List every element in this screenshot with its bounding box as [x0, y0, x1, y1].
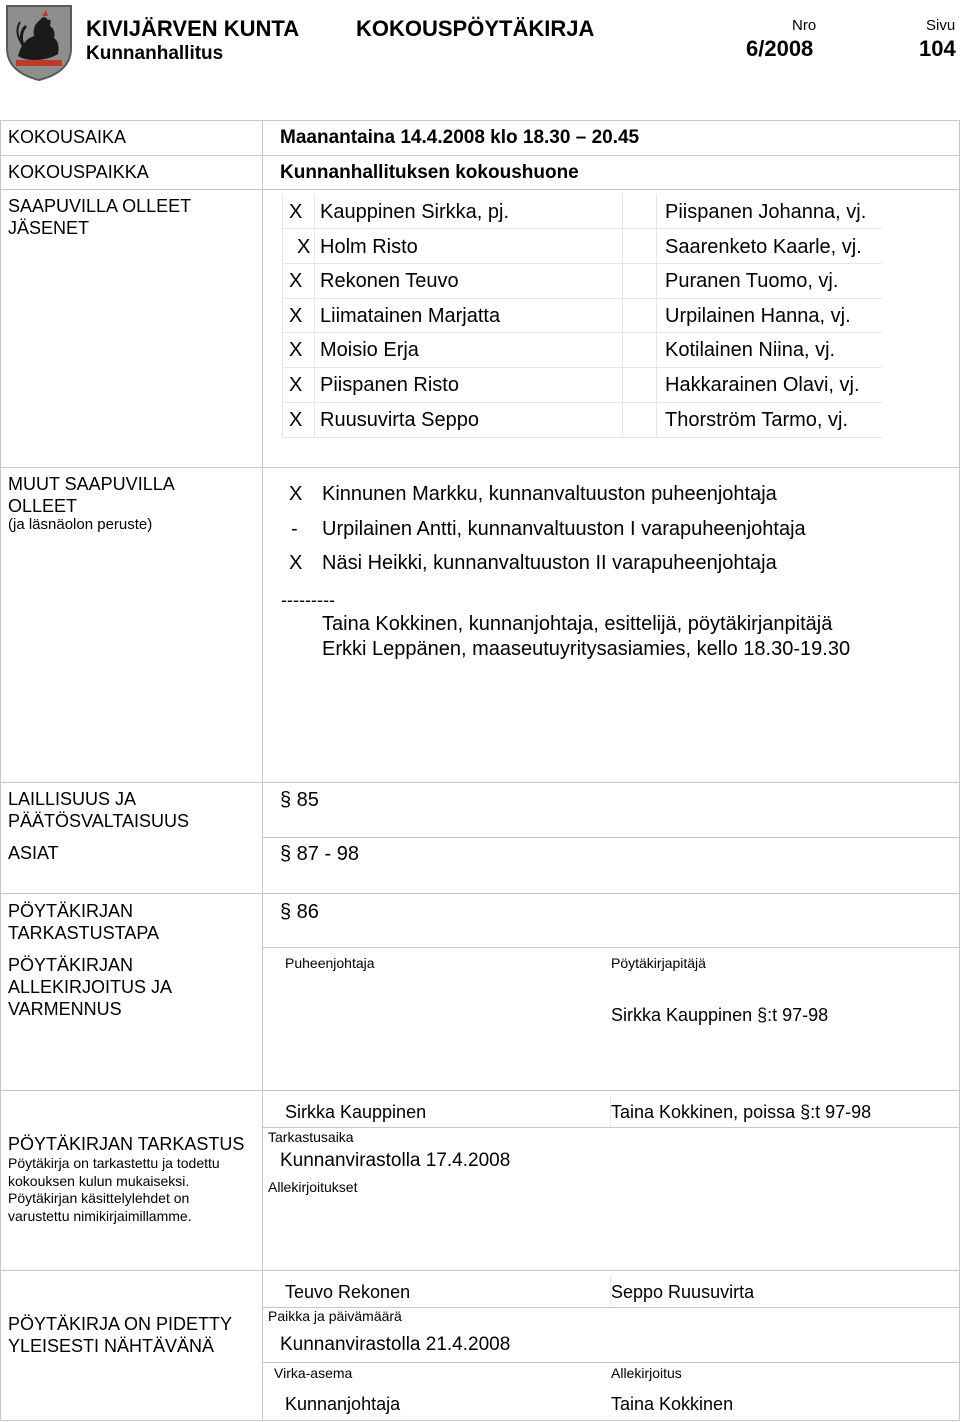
presence-mark: X [289, 305, 303, 327]
matters-label: ASIAT [8, 843, 59, 863]
public-display-label: PÖYTÄKIRJA ON PIDETTY YLEISESTI NÄHTÄVÄNÄ [8, 1314, 232, 1356]
number-label: Nro [792, 17, 817, 34]
others-label: MUUT SAAPUVILLA OLLEET [8, 474, 174, 516]
deputy-name: Puranen Tuomo, vj. [665, 270, 839, 292]
inspection-time-value: Kunnanvirastolla 17.4.2008 [280, 1150, 511, 1171]
check-method-value: § 86 [280, 901, 319, 923]
presence-mark: X [289, 339, 303, 361]
deputy-name: Saarenketo Kaarle, vj. [665, 236, 862, 258]
position-label: Virka-asema [274, 1365, 353, 1381]
separator-dashes: --------- [281, 590, 335, 610]
member-name: Moisio Erja [320, 339, 419, 361]
attendee-text: Urpilainen Antti, kunnanvaltuuston I varapuheenjohtaja [322, 518, 806, 540]
deputy-name: Hakkarainen Olavi, vj. [665, 374, 860, 396]
member-name: Kauppinen Sirkka, pj. [320, 201, 510, 223]
presence-mark: X [297, 236, 311, 258]
inspection-description: Pöytäkirja on tarkastettu ja todettu kokouksen kulun mukaiseksi. Pöytäkirjan käsittelylehdet on varustettu nimikirjaimillamme. [8, 1155, 220, 1224]
deputy-name: Thorström Tarmo, vj. [665, 409, 848, 431]
chair-role-label: Puheenjohtaja [285, 955, 375, 971]
member-name: Rekonen Teuvo [320, 270, 459, 292]
chair-name: Sirkka Kauppinen [285, 1102, 427, 1122]
legality-label: LAILLISUUS JA PÄÄTÖSVALTAISUUS [8, 789, 190, 831]
place-date-value: Kunnanvirastolla 21.4.2008 [280, 1334, 511, 1355]
presence-mark: X [289, 552, 303, 574]
page-label: Sivu [926, 17, 956, 34]
meeting-place-label: KOKOUSPAIKKA [8, 162, 149, 182]
presence-mark: X [289, 409, 303, 431]
deputy-name: Kotilainen Niina, vj. [665, 339, 836, 361]
inspection-signatures-label: Allekirjoitukset [268, 1179, 358, 1195]
deputy-name: Urpilainen Hanna, vj. [665, 305, 851, 327]
members-label: SAAPUVILLA OLLEET JÄSENET [8, 196, 191, 238]
signing-label: PÖYTÄKIRJAN ALLEKIRJOITUS JA VARMENNUS [8, 955, 172, 1019]
number-value: 6/2008 [746, 36, 814, 61]
member-name: Piispanen Risto [320, 374, 459, 396]
presence-mark: X [289, 201, 303, 223]
signature-value: Taina Kokkinen [611, 1394, 734, 1414]
others-sublabel: (ja läsnäolon peruste) [8, 516, 153, 533]
meeting-time-value: Maanantaina 14.4.2008 klo 18.30 – 20.45 [280, 127, 640, 148]
inspection-label: PÖYTÄKIRJAN TARKASTUS [8, 1134, 245, 1154]
extra-attendee: Erkki Leppänen, maaseutuyritysasiamies, kello 18.30-19.30 [322, 638, 851, 660]
inspection-time-label: Tarkastusaika [268, 1129, 354, 1145]
attendee-text: Kinnunen Markku, kunnanvaltuuston puheenjohtaja [322, 483, 777, 505]
secretary-note: Sirkka Kauppinen §:t 97-98 [611, 1005, 829, 1025]
page-number: 104 [919, 36, 956, 61]
document-type: KOKOUSPÖYTÄKIRJA [356, 16, 595, 41]
extra-attendee: Taina Kokkinen, kunnanjohtaja, esittelijä, pöytäkirjanpitäjä [322, 613, 833, 635]
member-name: Liimatainen Marjatta [320, 305, 501, 327]
secretary-role-label: Pöytäkirjapitäjä [611, 955, 706, 971]
legality-value: § 85 [280, 789, 319, 811]
meeting-time-label: KOKOUSAIKA [8, 127, 127, 147]
position-value: Kunnanjohtaja [285, 1394, 401, 1414]
inspector-name: Seppo Ruusuvirta [611, 1282, 755, 1302]
organ-name: Kunnanhallitus [86, 43, 224, 64]
municipality-name: KIVIJÄRVEN KUNTA [86, 16, 300, 41]
secretary-name: Taina Kokkinen, poissa §:t 97-98 [611, 1102, 872, 1122]
presence-mark: X [289, 270, 303, 292]
inspector-name: Teuvo Rekonen [285, 1282, 411, 1302]
signature-label: Allekirjoitus [611, 1365, 682, 1381]
member-name: Ruusuvirta Seppo [320, 409, 479, 431]
presence-mark: - [291, 518, 298, 540]
presence-mark: X [289, 374, 303, 396]
presence-mark: X [289, 483, 303, 505]
deputy-name: Piispanen Johanna, vj. [665, 201, 867, 223]
attendee-text: Näsi Heikki, kunnanvaltuuston II varapuheenjohtaja [322, 552, 777, 574]
check-method-label: PÖYTÄKIRJAN TARKASTUSTAPA [8, 901, 160, 943]
matters-value: § 87 - 98 [280, 843, 359, 865]
member-name: Holm Risto [320, 236, 418, 258]
place-date-label: Paikka ja päivämäärä [268, 1308, 402, 1324]
coat-of-arms-rooster-icon [4, 4, 74, 82]
meeting-place-value: Kunnanhallituksen kokoushuone [280, 162, 579, 183]
